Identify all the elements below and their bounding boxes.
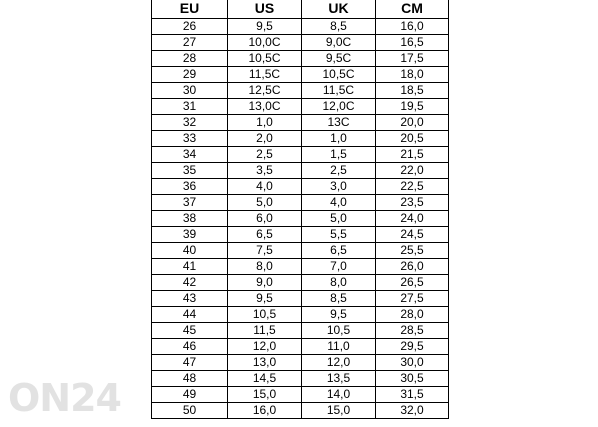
cell-cm: 17,5 [376,51,449,67]
cell-us: 10,0C [228,35,302,51]
cell-us: 13,0C [228,99,302,115]
cell-uk: 4,0 [302,195,376,211]
cell-eu: 50 [152,403,228,419]
table-row [152,99,449,115]
cell-uk: 12,0 [302,355,376,371]
table-row [152,387,449,403]
cell-us: 12,5C [228,83,302,99]
cell-cm: 24,5 [376,227,449,243]
cell-uk: 2,5 [302,163,376,179]
cell-us: 2,5 [228,147,302,163]
cell-us: 6,5 [228,227,302,243]
cell-us: 6,0 [228,211,302,227]
cell-us: 1,0 [228,115,302,131]
cell-uk: 1,0 [302,131,376,147]
cell-eu: 40 [152,243,228,259]
cell-us: 8,0 [228,259,302,275]
cell-uk: 9,5C [302,51,376,67]
cell-us: 13,0 [228,355,302,371]
cell-uk: 9,5 [302,307,376,323]
cell-cm: 26,0 [376,259,449,275]
cell-eu: 45 [152,323,228,339]
cell-us: 4,0 [228,179,302,195]
table-row [152,195,449,211]
header-row [152,0,449,19]
cell-uk: 10,5 [302,323,376,339]
cell-us: 7,5 [228,243,302,259]
cell-us: 9,0 [228,275,302,291]
cell-cm: 26,5 [376,275,449,291]
cell-us: 10,5C [228,51,302,67]
cell-eu: 42 [152,275,228,291]
table-row [152,323,449,339]
cell-eu: 35 [152,163,228,179]
table-row [152,243,449,259]
cell-cm: 27,5 [376,291,449,307]
cell-eu: 27 [152,35,228,51]
table-body [152,19,449,419]
on24-watermark: ON24 [8,376,121,420]
cell-uk: 14,0 [302,387,376,403]
cell-uk: 3,0 [302,179,376,195]
cell-eu: 44 [152,307,228,323]
cell-us: 11,5C [228,67,302,83]
cell-uk: 10,5C [302,67,376,83]
header-us: US [228,0,302,19]
cell-us: 16,0 [228,403,302,419]
cell-cm: 24,0 [376,211,449,227]
cell-eu: 37 [152,195,228,211]
table-row [152,371,449,387]
cell-cm: 28,5 [376,323,449,339]
cell-eu: 39 [152,227,228,243]
cell-uk: 15,0 [302,403,376,419]
cell-eu: 41 [152,259,228,275]
cell-uk: 11,0 [302,339,376,355]
cell-eu: 32 [152,115,228,131]
table-row [152,131,449,147]
cell-cm: 30,5 [376,371,449,387]
cell-eu: 30 [152,83,228,99]
cell-cm: 22,5 [376,179,449,195]
table-row [152,227,449,243]
table-row [152,19,449,35]
cell-uk: 5,0 [302,211,376,227]
cell-us: 11,5 [228,323,302,339]
cell-us: 10,5 [228,307,302,323]
table-row [152,275,449,291]
cell-uk: 8,5 [302,291,376,307]
table-row [152,339,449,355]
cell-cm: 23,5 [376,195,449,211]
table-row [152,291,449,307]
table-header [152,0,449,19]
cell-us: 12,0 [228,339,302,355]
cell-eu: 29 [152,67,228,83]
header-uk: UK [302,0,376,19]
cell-uk: 12,0C [302,99,376,115]
cell-cm: 31,5 [376,387,449,403]
cell-uk: 13,5 [302,371,376,387]
cell-eu: 26 [152,19,228,35]
table-row [152,403,449,419]
table-row [152,115,449,131]
cell-eu: 33 [152,131,228,147]
table-row [152,355,449,371]
cell-uk: 8,0 [302,275,376,291]
header-cm: CM [376,0,449,19]
table-row [152,147,449,163]
table-row [152,163,449,179]
cell-us: 14,5 [228,371,302,387]
table-row [152,259,449,275]
cell-cm: 25,5 [376,243,449,259]
size-conversion-table [151,0,449,419]
cell-cm: 20,5 [376,131,449,147]
cell-uk: 6,5 [302,243,376,259]
cell-cm: 16,5 [376,35,449,51]
cell-uk: 9,0C [302,35,376,51]
header-eu: EU [152,0,228,19]
cell-cm: 16,0 [376,19,449,35]
cell-cm: 30,0 [376,355,449,371]
cell-us: 9,5 [228,19,302,35]
cell-eu: 36 [152,179,228,195]
cell-cm: 32,0 [376,403,449,419]
cell-eu: 46 [152,339,228,355]
cell-us: 15,0 [228,387,302,403]
cell-us: 2,0 [228,131,302,147]
cell-eu: 34 [152,147,228,163]
cell-uk: 11,5C [302,83,376,99]
cell-uk: 13C [302,115,376,131]
table-row [152,307,449,323]
table-row [152,83,449,99]
cell-cm: 18,0 [376,67,449,83]
cell-cm: 21,5 [376,147,449,163]
cell-eu: 47 [152,355,228,371]
cell-uk: 8,5 [302,19,376,35]
cell-uk: 7,0 [302,259,376,275]
cell-cm: 29,5 [376,339,449,355]
cell-us: 9,5 [228,291,302,307]
table-row [152,35,449,51]
cell-cm: 18,5 [376,83,449,99]
cell-eu: 31 [152,99,228,115]
table-row [152,51,449,67]
cell-cm: 20,0 [376,115,449,131]
table-row [152,211,449,227]
cell-eu: 28 [152,51,228,67]
cell-us: 3,5 [228,163,302,179]
cell-cm: 19,5 [376,99,449,115]
cell-eu: 43 [152,291,228,307]
cell-uk: 5,5 [302,227,376,243]
cell-cm: 22,0 [376,163,449,179]
table-row [152,67,449,83]
cell-uk: 1,5 [302,147,376,163]
cell-cm: 28,0 [376,307,449,323]
cell-eu: 49 [152,387,228,403]
cell-eu: 38 [152,211,228,227]
table-row [152,179,449,195]
cell-us: 5,0 [228,195,302,211]
cell-eu: 48 [152,371,228,387]
